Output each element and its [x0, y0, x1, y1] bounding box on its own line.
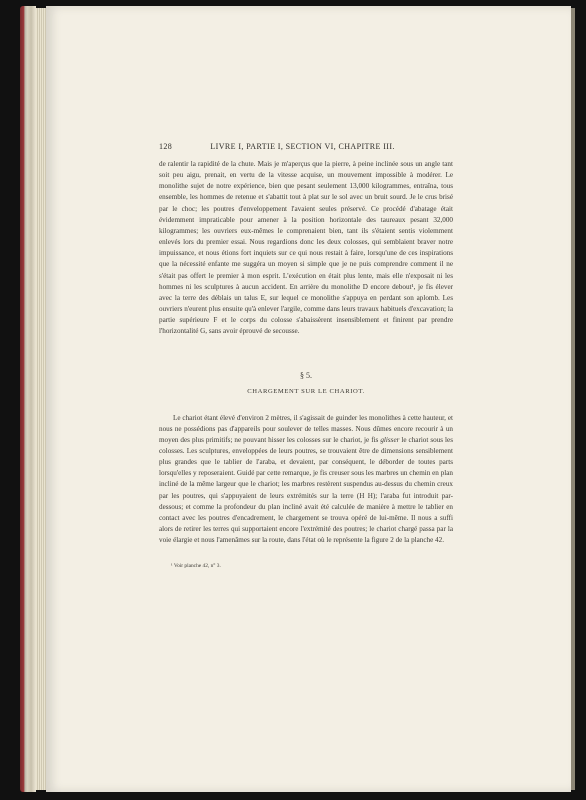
- page-number: 128: [159, 142, 173, 151]
- paragraph2-italic-word: glisser: [380, 435, 400, 444]
- page-content: [159, 141, 453, 570]
- body-paragraph-1: de ralentir la rapidité de la chute. Mais je m'aperçus que la pierre, à peine inclinée sous un angle tant soit peu aigu, prenait, en vertu de la vitesse acquise, un mouvement impossible à modérer. Le monolithe sujet de notre expérience, bien que pesant seulement 13,000 kilogrammes, entraîna, tous ensemble, les hommes de retenue et s'abattit tout à plat sur le sol avec un bruit sourd. Je le crus brisé par le choc; les poutres d'enveloppement l'avaient seules préservé. Ce procédé d'abatage était évidemment impraticable pour amener à la position horizontale des taureaux pesant 32,000 kilogrammes; les ouvriers eux-mêmes le comprenaient bien, tant ils s'étaient sentis violemment enlevés lors du premier essai. Nous regardions donc les deux colosses, qui semblaient braver notre impuissance, et nous étions fort inquiets sur ce qui nous restait à faire, lorsqu'une de ces inspirations que la nécessité enfante me suggéra un moyen si simple que je ne puis comprendre comment il ne s'était pas offert le premier à mon esprit. L'exécution en était plus lente, mais elle n'exposait ni les hommes ni les sculptures à aucun accident. En arrière du monolithe D encore debout¹, je fis élever avec la terre des déblais un talus E, sur lequel ce monolithe s'appuya en perdant son aplomb. Les ouvriers n'eurent plus ensuite qu'à enlever l'argile, comme dans leurs travaux habituels d'excavation; la partie supérieure F et le corps du colosse s'abaissèrent insensiblement et finirent par prendre l'horizontalité G, sans avoir éprouvé de secousse.: [159, 160, 453, 336]
- section-number: § 5.: [300, 370, 312, 380]
- running-header: [159, 141, 453, 153]
- footnote: ¹ Voir planche 42, n° 3.: [171, 563, 221, 570]
- section-title: CHARGEMENT SUR LE CHARIOT.: [247, 387, 365, 395]
- paragraph2-text-before: Le chariot étant élevé d'environ 2 mètres, il s'agissait de guinder les monolithes à cette hauteur, et nous ne possédions pas d'appareils pour soulever de telles masses. Nous dûmes encore recourir à un moyen des plus primitifs; ne pouvant hisser les colosses sur le chariot, je fis: [159, 413, 453, 444]
- paragraph2-text-after: le chariot sous les colosses. Les sculptures, enveloppées de leurs poutres, se trouvaient être de dimensions sensiblement plus grandes que le tablier de l'araba, et devaient, par conséquent, le déborder de toutes parts lorsqu'elles y reposeraient. Guidé par cette remarque, je fis creuser sous les marbres un chemin en plan incliné de la même largeur que le chariot; les marbres restèrent suspendus au-dessus du chemin creux par les poutres, qui s'appuyaient de leurs extrémités sur la terre (H H); l'araba fut introduit par-dessous; et comme la profondeur du plan incliné avait été calculée de manière à mettre le tablier en contact avec les poutres d'encadrement, le chargement se trouva opéré de lui-même. Il nous a suffi alors de retirer les terres qui supportaient encore l'extrémité des poutres; le chariot chargé passa par la voie élargie et nous l'amenâmes sur la route, dans l'état où le représente la figure 2 de la planche 42.: [159, 435, 453, 545]
- page-right-edge: [571, 8, 575, 790]
- book-spine-edge: [20, 6, 36, 792]
- running-title: LIVRE I, PARTIE I, SECTION VI, CHAPITRE III.: [210, 142, 395, 151]
- body-paragraph-2: [159, 413, 453, 547]
